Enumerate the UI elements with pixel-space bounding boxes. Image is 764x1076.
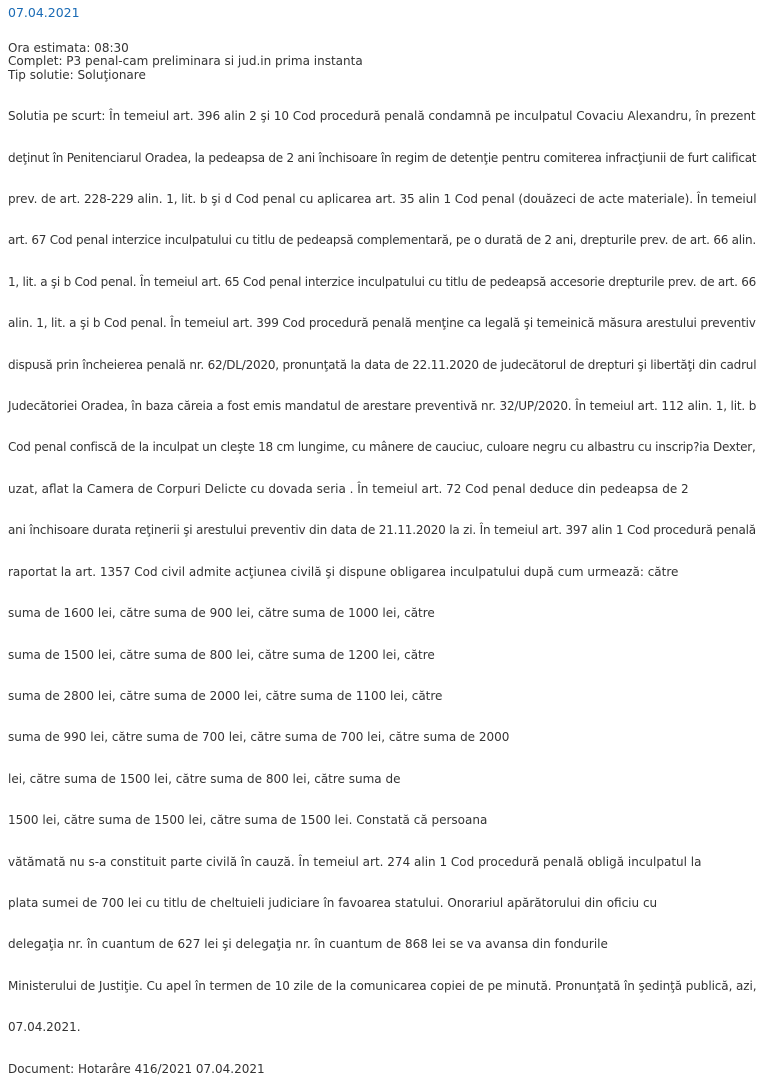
- solution-line: deţinut în Penitenciarul Oradea, la pedeapsa de 2 ani închisoare în regim de detenţie pentru comiterea infracţiunii de furt calificat: [8, 150, 757, 165]
- solution-line: suma de 1600 lei, către suma de 900 lei, către suma de 1000 lei, către: [8, 606, 435, 621]
- solution-line: 1, lit. a şi b Cod penal. În temeiul art. 65 Cod penal interzice inculpatului cu titlu de pedeapsă accesorie drepturile prev. de art. 66: [8, 274, 757, 289]
- solution-line: Solutia pe scurt: În temeiul art. 396 alin 2 şi 10 Cod procedură penală condamnă pe inculpatul Covaciu Alexandru, în prezent: [8, 109, 756, 124]
- solution-line: dispusă prin încheierea penală nr. 62/DL/2020, pronunţată la data de 22.11.2020 de judecătorul de drepturi şi libertăţi din cadrul: [8, 357, 757, 372]
- panel: Complet: P3 penal-cam preliminara si jud.in prima instanta: [8, 54, 363, 69]
- solution-line: suma de 2800 lei, către suma de 2000 lei, către suma de 1100 lei, către: [8, 688, 443, 703]
- record-date: 07.04.2021: [8, 5, 80, 20]
- solution-line: delegaţia nr. în cuantum de 627 lei şi delegaţia nr. în cuantum de 868 lei se va avansa din fondurile: [8, 937, 608, 952]
- solution-summary: [8, 82, 756, 1062]
- solution-line: Cod penal confiscă de la inculpat un cleşte 18 cm lungime, cu mânere de cauciuc, culoare negru cu albastru cu inscrip?ia Dexter,: [8, 440, 756, 455]
- solution-line: suma de 990 lei, către suma de 700 lei, către suma de 700 lei, către suma de 2000: [8, 730, 510, 745]
- solution-line: lei, către suma de 1500 lei, către suma de 800 lei, către suma de: [8, 771, 401, 786]
- solution-line: raportat la art. 1357 Cod civil admite acţiunea civilă şi dispune obligarea inculpatului după cum urmează: către: [8, 564, 679, 579]
- solution-line: uzat, aflat la Camera de Corpuri Delicte cu dovada seria . În temeiul art. 72 Cod penal deduce din pedeapsa de 2: [8, 481, 689, 496]
- solution-line: Judecătoriei Oradea, în baza căreia a fost emis mandatul de arestare preventivă nr. 32/UP/2020. În temeiul art. 112 alin. 1, lit. b: [8, 399, 757, 414]
- solution-line: art. 67 Cod penal interzice inculpatului cu titlu de pedeapsă complementară, pe o durată de 2 ani, drepturile prev. de art. 66 alin.: [8, 233, 756, 248]
- estimated-time: Ora estimata: 08:30: [8, 41, 129, 55]
- solution-line: ani închisoare durata reţinerii şi arestului preventiv din data de 21.11.2020 la zi. În temeiul art. 397 alin 1 Cod procedură penală: [8, 523, 756, 538]
- solution-line: 1500 lei, către suma de 1500 lei, către suma de 1500 lei. Constată că persoana: [8, 813, 488, 828]
- solution-line: Ministerului de Justiţie. Cu apel în termen de 10 zile de la comunicarea copiei de pe minută. Pronunţată în şedinţă publică, azi,: [8, 978, 757, 993]
- solution-line: plata sumei de 700 lei cu titlu de cheltuieli judiciare în favoarea statului. Onorariul apărătorului din oficiu cu: [8, 895, 658, 910]
- solution-type: Tip solutie: Soluţionare: [8, 67, 146, 82]
- solution-line: prev. de art. 228-229 alin. 1, lit. b şi d Cod penal cu aplicarea art. 35 alin 1 Cod penal (douăzeci de acte materiale). În temeiul: [8, 192, 757, 207]
- solution-line: vătămată nu s-a constituit parte civilă în cauză. În temeiul art. 274 alin 1 Cod procedură penală obligă inculpatul la: [8, 854, 702, 869]
- solution-line: 07.04.2021.: [8, 1020, 81, 1035]
- solution-line: suma de 1500 lei, către suma de 800 lei, către suma de 1200 lei, către: [8, 647, 435, 662]
- solution-line: alin. 1, lit. a şi b Cod penal. În temeiul art. 399 Cod procedură penală menţine ca legală şi temeinică măsura arestului preventiv: [8, 316, 756, 331]
- document-reference: Document: Hotarâre 416/2021 07.04.2021: [8, 1061, 265, 1076]
